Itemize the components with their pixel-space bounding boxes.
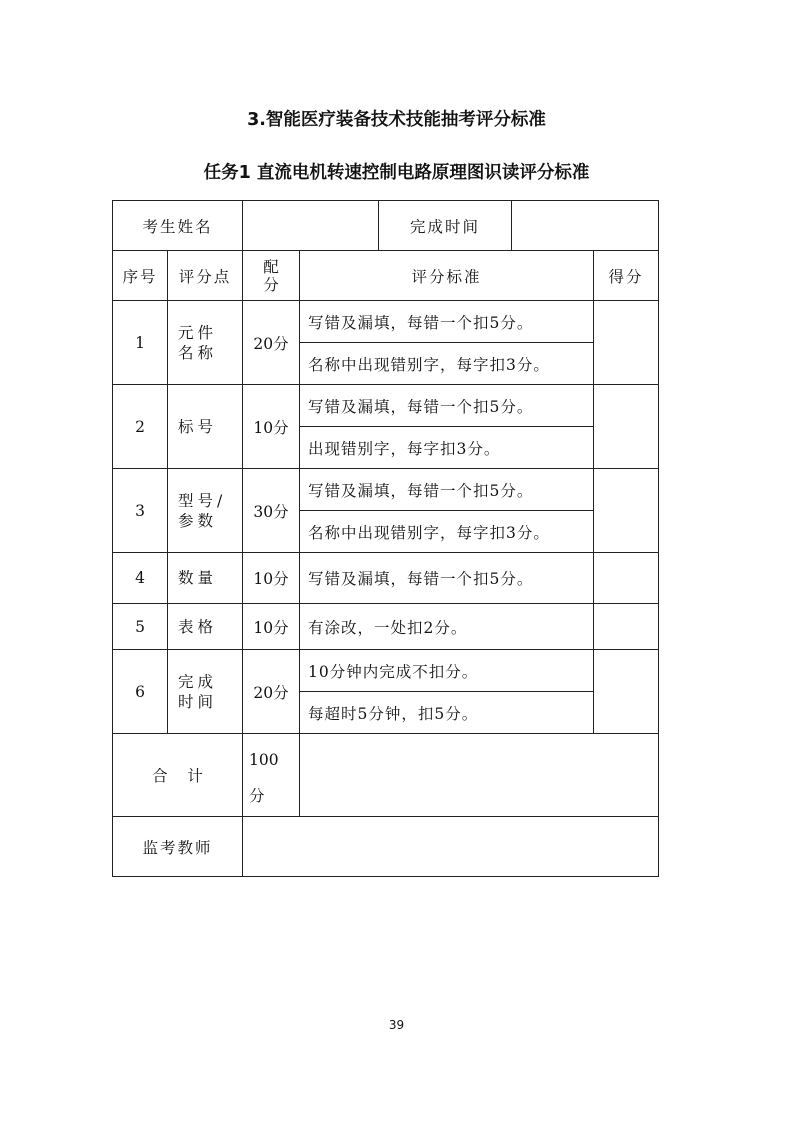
scoring-table <box>112 200 659 877</box>
row-score: 30分 <box>243 469 300 553</box>
row-score: 10分 <box>243 385 300 469</box>
row-no: 4 <box>113 553 168 604</box>
table-row <box>113 553 659 604</box>
row-got-field[interactable] <box>594 301 659 385</box>
col-header-criteria: 评分标准 <box>300 251 594 301</box>
candidate-name-label: 考生姓名 <box>113 201 243 251</box>
row-no: 2 <box>113 385 168 469</box>
row-no: 5 <box>113 604 168 650</box>
row-score: 10分 <box>243 553 300 604</box>
examiner-row <box>113 817 659 877</box>
row-criteria: 名称中出现错别字，每字扣3分。 <box>300 343 594 385</box>
page-heading: 3.智能医疗装备技术技能抽考评分标准 <box>247 110 546 130</box>
row-score: 20分 <box>243 650 300 734</box>
table-row <box>113 385 659 427</box>
total-label: 合 计 <box>113 734 243 817</box>
row-point: 完成时间 <box>168 650 243 734</box>
table-row <box>113 301 659 343</box>
finish-time-field[interactable] <box>512 201 659 251</box>
row-got-field[interactable] <box>594 650 659 734</box>
row-score: 20分 <box>243 301 300 385</box>
row-criteria: 写错及漏填，每错一个扣5分。 <box>300 301 594 343</box>
table-title: 任务1 直流电机转速控制电路原理图识读评分标准 <box>203 163 590 183</box>
examiner-field[interactable] <box>243 817 659 877</box>
row-criteria: 有涂改，一处扣2分。 <box>300 604 594 650</box>
row-no: 6 <box>113 650 168 734</box>
col-header-point: 评分点 <box>168 251 243 301</box>
row-point: 元件名称 <box>168 301 243 385</box>
page-number: 39 <box>388 1018 405 1032</box>
finish-time-label: 完成时间 <box>379 201 512 251</box>
row-criteria: 写错及漏填，每错一个扣5分。 <box>300 385 594 427</box>
col-header-score-line1: 配 <box>263 257 279 276</box>
row-criteria: 写错及漏填，每错一个扣5分。 <box>300 469 594 511</box>
table-row <box>113 469 659 511</box>
table-row <box>113 604 659 650</box>
row-got-field[interactable] <box>594 604 659 650</box>
row-criteria: 出现错别字，每字扣3分。 <box>300 427 594 469</box>
col-header-score-line2: 分 <box>263 275 279 294</box>
row-score: 10分 <box>243 604 300 650</box>
candidate-name-field[interactable] <box>243 201 379 251</box>
total-row <box>113 734 659 817</box>
row-criteria: 10分钟内完成不扣分。 <box>300 650 594 692</box>
header-row <box>113 251 659 301</box>
row-no: 1 <box>113 301 168 385</box>
row-got-field[interactable] <box>594 385 659 469</box>
col-header-score <box>243 251 300 301</box>
total-got-field[interactable] <box>300 734 659 817</box>
total-score-unit: 分 <box>249 787 265 805</box>
col-header-no: 序号 <box>113 251 168 301</box>
total-score-value: 100 <box>249 751 279 769</box>
info-row <box>113 201 659 251</box>
row-point: 数量 <box>168 553 243 604</box>
row-criteria: 每超时5分钟，扣5分。 <box>300 692 594 734</box>
table-row <box>113 650 659 692</box>
row-got-field[interactable] <box>594 553 659 604</box>
row-point: 标号 <box>168 385 243 469</box>
row-point: 型号/参数 <box>168 469 243 553</box>
row-criteria: 名称中出现错别字，每字扣3分。 <box>300 511 594 553</box>
row-no: 3 <box>113 469 168 553</box>
row-got-field[interactable] <box>594 469 659 553</box>
col-header-got: 得分 <box>594 251 659 301</box>
total-score <box>243 734 300 817</box>
examiner-label: 监考教师 <box>113 817 243 877</box>
row-point: 表格 <box>168 604 243 650</box>
row-criteria: 写错及漏填，每错一个扣5分。 <box>300 553 594 604</box>
